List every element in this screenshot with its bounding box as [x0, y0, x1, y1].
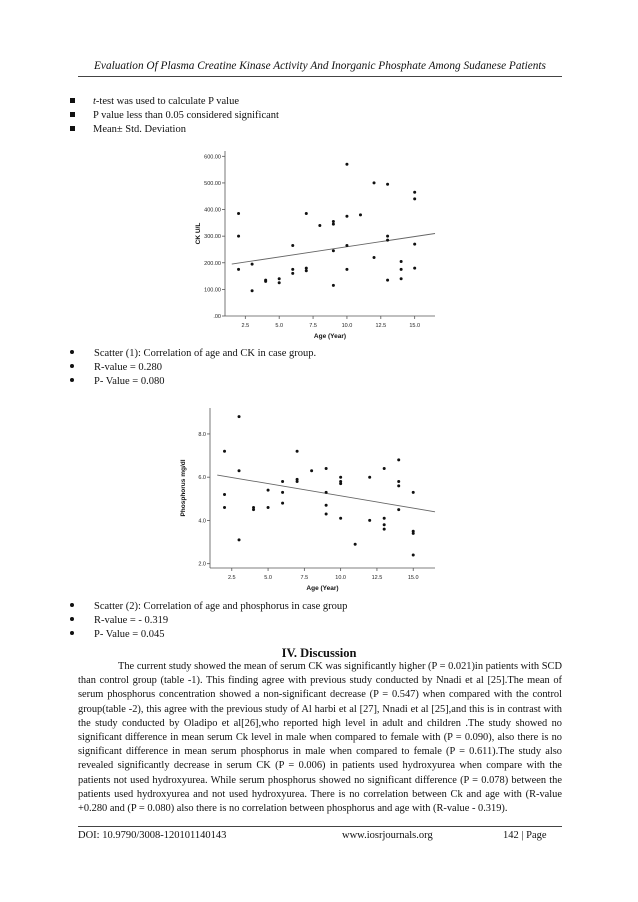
data-point [278, 277, 281, 280]
data-point [325, 504, 328, 507]
data-point [278, 281, 281, 284]
data-point [237, 235, 240, 238]
data-point [264, 280, 267, 283]
method-bullet-1 [70, 96, 239, 107]
round-bullet-icon [70, 631, 74, 635]
data-point [267, 506, 270, 509]
x-tick-label: 2.5 [227, 575, 236, 581]
square-bullet-icon [70, 126, 75, 131]
x-tick-label: 10.0 [341, 323, 353, 329]
data-point [354, 543, 357, 546]
data-point [400, 260, 403, 263]
data-point [310, 469, 313, 472]
data-point [238, 538, 241, 541]
x-tick-label: 12.5 [375, 323, 387, 329]
data-point [251, 289, 254, 292]
ck-age-scatter-chart [190, 143, 440, 343]
x-tick-label: 5.0 [275, 323, 284, 329]
section-title: IV. Discussion [281, 646, 357, 660]
data-point [359, 213, 362, 216]
data-point [281, 502, 284, 505]
data-point [251, 263, 254, 266]
x-tick-label: 10.0 [335, 575, 347, 581]
square-bullet-icon [70, 112, 75, 117]
footer-website: www.iosrjournals.org [342, 830, 433, 841]
x-tick-label: 7.5 [300, 575, 309, 581]
bullet-emphasis: t [93, 96, 96, 107]
data-point [412, 491, 415, 494]
data-point [291, 244, 294, 247]
method-bullet-3 [70, 124, 186, 135]
round-bullet-icon [70, 617, 74, 621]
data-point [332, 220, 335, 223]
bullet-text: P value less than 0.05 considered significant [93, 110, 279, 121]
chart2-p-value [70, 629, 164, 640]
data-point [325, 512, 328, 515]
data-point [223, 493, 226, 496]
x-tick-label: 2.5 [241, 323, 250, 329]
x-tick-label: 12.5 [371, 575, 383, 581]
footer-page-number: 142 | Page [503, 830, 547, 841]
y-tick-label: 300.00 [204, 234, 221, 241]
data-point [412, 554, 415, 557]
bullet-text: P- Value = 0.045 [94, 629, 165, 640]
data-point [223, 450, 226, 453]
data-point [397, 458, 400, 461]
data-point [397, 480, 400, 483]
y-tick-label: 8.0 [198, 431, 206, 438]
bullet-text: Scatter (1): Correlation of age and CK in case group. [94, 348, 317, 359]
y-axis-label: Phosphorus mg/dl [180, 459, 187, 517]
y-tick-label: 6.0 [198, 475, 206, 482]
data-point [386, 183, 389, 186]
x-tick-label: 7.5 [309, 323, 317, 329]
data-point [400, 277, 403, 280]
running-header: Evaluation Of Plasma Creatine Kinase Activity And Inorganic Phosphate Among Sudanese Patients [94, 60, 546, 72]
data-point [413, 197, 416, 200]
data-point [281, 491, 284, 494]
data-point [383, 528, 386, 531]
data-point [332, 284, 335, 287]
data-point [237, 212, 240, 215]
data-point [397, 484, 400, 487]
data-point [252, 508, 255, 511]
chart1-r-value [70, 362, 162, 373]
data-point [223, 506, 226, 509]
x-tick-label: 15.0 [407, 575, 419, 581]
data-point [368, 476, 371, 479]
data-point [332, 249, 335, 252]
y-tick-label: 100.00 [204, 287, 221, 294]
data-point [413, 243, 416, 246]
y-tick-label: 2.0 [198, 561, 206, 568]
data-point [345, 244, 348, 247]
data-point [318, 224, 321, 227]
chart2-r-value [70, 615, 168, 626]
y-tick-label: 500.00 [204, 180, 221, 187]
data-point [373, 181, 376, 184]
data-point [237, 268, 240, 271]
y-tick-label: 400.00 [204, 207, 221, 214]
data-point [397, 508, 400, 511]
x-tick-label: 5.0 [264, 575, 272, 581]
data-point [332, 223, 335, 226]
data-point [281, 480, 284, 483]
data-point [291, 268, 294, 271]
data-point [413, 191, 416, 194]
data-point [345, 268, 348, 271]
data-point [345, 215, 348, 218]
data-point [383, 467, 386, 470]
data-point [386, 239, 389, 242]
data-point [339, 476, 342, 479]
chart1-caption [70, 348, 316, 359]
data-point [368, 519, 371, 522]
data-point [325, 467, 328, 470]
y-axis-label: CK U/L [195, 222, 202, 245]
data-point [386, 235, 389, 238]
data-point [383, 517, 386, 520]
data-point [305, 269, 308, 272]
data-point [345, 163, 348, 166]
chart2-caption [70, 601, 347, 612]
data-point [339, 482, 342, 485]
data-point [296, 450, 299, 453]
y-tick-label: 4.0 [198, 518, 206, 525]
data-point [386, 279, 389, 282]
data-point [291, 272, 294, 275]
y-tick-label: 600.00 [204, 154, 221, 161]
round-bullet-icon [70, 350, 74, 354]
regression-line [232, 234, 435, 265]
phosphorus-age-scatter-chart [180, 400, 440, 595]
data-point [238, 415, 241, 418]
data-point [296, 480, 299, 483]
data-point [305, 212, 308, 215]
data-point [373, 256, 376, 259]
round-bullet-icon [70, 603, 74, 607]
footer-doi: DOI: 10.9790/3008-120101140143 [78, 830, 227, 841]
method-bullet-2 [70, 110, 279, 121]
discussion-paragraph: The current study showed the mean of serum CK was significantly higher (P = 0.021)in patients with SCD than control group (table -1). This finding agree with previous study conducted by Nnadi et al [25].The mean of serum phosphorus concentration showed a non-significant decrease (P = 0.547) when compared with the control group(table -2), this agree with the previous study of Al harbi et al [27], Nnadi et al [25],and this is in contrast with the study conducted by Oladipo et al[26],who reported high level in adult and children .The study showed no significant difference in mean serum Ck level in male when compared to female with (P = 0.090), also there is no significant difference in mean serum phosphorus in male when compared to female (P = 0.611).The study also revealed significantly decrease in serum CK (P = 0.006) in patients used hydroxyurea when compare with the patients not used hydroxyurea. While serum phosphorus showed no significant difference (P = 0.078) between the patients used hydroxyurea and not used hydroxyurea. There is no correlation between Ck and age with (R-value +0.280 and (P = 0.080) also there is no correlation between phosphorus and age with (R-value - 0.319). [78, 661, 562, 815]
round-bullet-icon [70, 364, 74, 368]
data-point [400, 268, 403, 271]
y-tick-label: .00 [213, 314, 221, 320]
data-point [238, 469, 241, 472]
bullet-text: -test was used to calculate P value [95, 96, 239, 107]
bullet-text: R-value = 0.280 [94, 362, 163, 373]
square-bullet-icon [70, 98, 75, 103]
x-tick-label: 15.0 [409, 323, 421, 329]
data-point [412, 532, 415, 535]
data-point [305, 267, 308, 270]
x-axis-label: Age (Year) [306, 585, 339, 592]
data-point [339, 517, 342, 520]
footer-rule [78, 826, 562, 827]
bullet-text: Mean± Std. Deviation [93, 124, 186, 135]
bullet-text: R-value = - 0.319 [94, 615, 169, 626]
bullet-text: P- Value = 0.080 [94, 376, 165, 387]
x-axis-label: Age (Year) [313, 333, 347, 340]
data-point [413, 267, 416, 270]
round-bullet-icon [70, 378, 74, 382]
data-point [325, 491, 328, 494]
chart1-p-value [70, 376, 164, 387]
bullet-text: Scatter (2): Correlation of age and phosphorus in case group [94, 601, 348, 612]
data-point [267, 489, 270, 492]
y-tick-label: 200.00 [204, 260, 221, 267]
header-rule [78, 76, 562, 77]
data-point [383, 523, 386, 526]
